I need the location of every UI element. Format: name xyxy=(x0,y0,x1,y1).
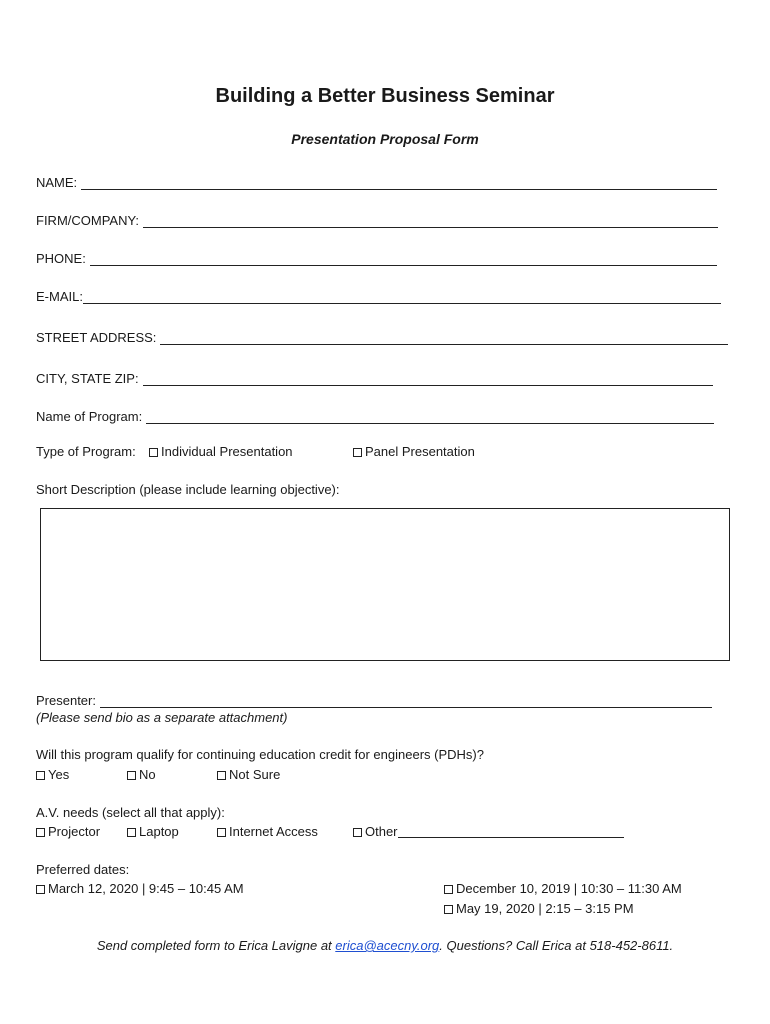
checkbox-icon[interactable] xyxy=(127,771,136,780)
street-input-line[interactable] xyxy=(160,330,728,345)
option-date-december[interactable]: December 10, 2019 | 10:30 – 11:30 AM xyxy=(444,881,682,896)
street-label: STREET ADDRESS: xyxy=(36,330,157,345)
program-type-label: Type of Program: xyxy=(36,444,136,459)
option-panel-presentation[interactable]: Panel Presentation xyxy=(353,444,475,459)
option-other[interactable]: Other xyxy=(353,824,624,839)
checkbox-icon[interactable] xyxy=(353,448,362,457)
checkbox-icon[interactable] xyxy=(217,771,226,780)
checkbox-icon[interactable] xyxy=(36,828,45,837)
checkbox-icon[interactable] xyxy=(353,828,362,837)
phone-label: PHONE: xyxy=(36,251,86,266)
option-laptop[interactable]: Laptop xyxy=(127,824,179,839)
street-field xyxy=(36,327,728,345)
presenter-note: (Please send bio as a separate attachment) xyxy=(36,710,288,725)
checkbox-icon[interactable] xyxy=(149,448,158,457)
option-date-march[interactable]: March 12, 2020 | 9:45 – 10:45 AM xyxy=(36,881,244,896)
program-name-label: Name of Program: xyxy=(36,409,143,424)
description-label: Short Description (please include learning objective): xyxy=(36,482,340,497)
email-link[interactable]: erica@acecny.org xyxy=(335,938,440,953)
program-name-input-line[interactable] xyxy=(146,409,714,424)
presenter-label: Presenter: xyxy=(36,693,96,708)
checkbox-icon[interactable] xyxy=(36,885,45,894)
option-date-may[interactable]: May 19, 2020 | 2:15 – 3:15 PM xyxy=(444,901,634,916)
presenter-input-line[interactable] xyxy=(100,693,712,708)
name-input-line[interactable] xyxy=(81,175,717,190)
option-no[interactable]: No xyxy=(127,767,156,782)
name-label: NAME: xyxy=(36,175,78,190)
option-internet-access[interactable]: Internet Access xyxy=(217,824,318,839)
email-input-line[interactable] xyxy=(83,289,721,304)
option-not-sure[interactable]: Not Sure xyxy=(217,767,280,782)
firm-input-line[interactable] xyxy=(143,213,718,228)
pdh-question: Will this program qualify for continuing education credit for engineers (PDHs)? xyxy=(36,747,484,762)
checkbox-icon[interactable] xyxy=(444,905,453,914)
av-question: A.V. needs (select all that apply): xyxy=(36,805,225,820)
presenter-field xyxy=(36,690,712,708)
firm-field xyxy=(36,210,718,228)
phone-field xyxy=(36,248,717,266)
name-field xyxy=(36,172,717,190)
phone-input-line[interactable] xyxy=(90,251,717,266)
city-input-line[interactable] xyxy=(143,371,713,386)
city-label: CITY, STATE ZIP: xyxy=(36,371,139,386)
dates-label: Preferred dates: xyxy=(36,862,130,877)
city-field xyxy=(36,368,713,386)
form-subtitle: Presentation Proposal Form xyxy=(291,131,479,147)
description-textarea[interactable] xyxy=(40,508,730,661)
checkbox-icon[interactable] xyxy=(36,771,45,780)
option-individual-presentation[interactable]: Individual Presentation xyxy=(149,444,293,459)
firm-label: FIRM/COMPANY: xyxy=(36,213,140,228)
program-name-field xyxy=(36,406,714,424)
email-field xyxy=(36,286,721,304)
email-label: E-MAIL: xyxy=(36,289,83,304)
footer-note: Send completed form to Erica Lavigne at erica@acecny.org. Questions? Call Erica at 518-452-8611. xyxy=(96,938,674,953)
other-input-line[interactable] xyxy=(398,825,624,838)
option-projector[interactable]: Projector xyxy=(36,824,100,839)
form-title: Building a Better Business Seminar xyxy=(215,85,555,107)
checkbox-icon[interactable] xyxy=(444,885,453,894)
option-yes[interactable]: Yes xyxy=(36,767,69,782)
checkbox-icon[interactable] xyxy=(127,828,136,837)
checkbox-icon[interactable] xyxy=(217,828,226,837)
